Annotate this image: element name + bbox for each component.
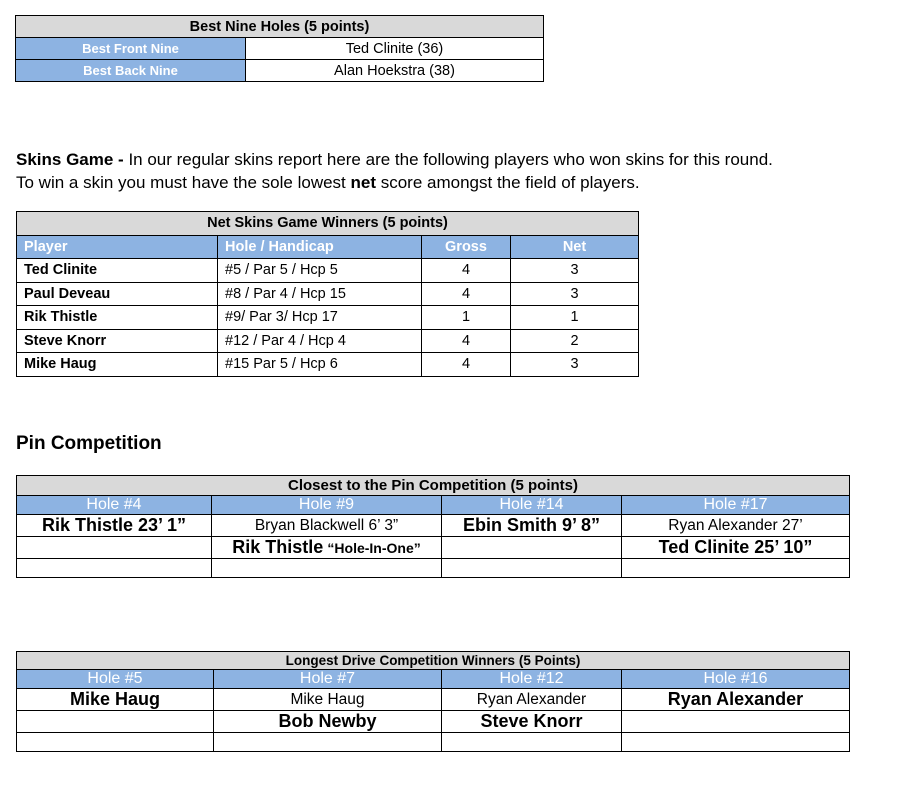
gross-score: 1 <box>422 306 511 330</box>
empty-cell <box>17 733 214 752</box>
gross-score: 4 <box>422 282 511 306</box>
skins-heading: Skins Game - <box>16 150 124 169</box>
table-row <box>17 559 850 578</box>
best-back-nine-label: Best Back Nine <box>16 60 246 82</box>
gross-score: 4 <box>422 329 511 353</box>
skins-text-1: In our regular skins report here are the following players who won skins for this round. <box>123 150 773 169</box>
drive-winner-hole-16: Ryan Alexander <box>622 689 850 711</box>
skins-table-title: Net Skins Game Winners (5 points) <box>17 212 639 236</box>
column-header-hole-12: Hole #12 <box>442 670 622 689</box>
drive-second-hole-16 <box>622 711 850 733</box>
net-score: 1 <box>511 306 639 330</box>
skins-description <box>16 149 773 194</box>
skins-text-2-bold: net <box>350 172 376 192</box>
drive-second-hole-5 <box>17 711 214 733</box>
column-header-hole-9: Hole #9 <box>212 496 442 515</box>
player-name: Paul Deveau <box>17 282 218 306</box>
longest-drive-table <box>16 651 850 752</box>
hole-handicap: #8 / Par 4 / Hcp 15 <box>218 282 422 306</box>
net-score: 3 <box>511 282 639 306</box>
pin-winner-hole-17: Ryan Alexander 27’ <box>622 515 850 537</box>
empty-cell <box>17 559 212 578</box>
player-name: Mike Haug <box>17 353 218 377</box>
player-name: Rik Thistle <box>17 306 218 330</box>
table-row <box>16 60 544 82</box>
empty-cell <box>442 537 622 559</box>
table-row <box>17 537 850 559</box>
empty-cell <box>622 559 850 578</box>
empty-cell <box>214 733 442 752</box>
empty-cell <box>17 537 212 559</box>
net-score: 2 <box>511 329 639 353</box>
column-header-hole-7: Hole #7 <box>214 670 442 689</box>
best-front-nine-label: Best Front Nine <box>16 38 246 60</box>
drive-second-hole-12: Steve Knorr <box>442 711 622 733</box>
empty-cell <box>622 733 850 752</box>
column-header-net: Net <box>511 235 639 259</box>
best-front-nine-value: Ted Clinite (36) <box>246 38 544 60</box>
column-header-hole-14: Hole #14 <box>442 496 622 515</box>
pin-winner-hole-14: Ebin Smith 9’ 8” <box>442 515 622 537</box>
empty-cell <box>442 733 622 752</box>
column-header-player: Player <box>17 235 218 259</box>
hole-handicap: #5 / Par 5 / Hcp 5 <box>218 259 422 283</box>
net-score: 3 <box>511 259 639 283</box>
table-row <box>16 38 544 60</box>
pin-table-title: Closest to the Pin Competition (5 points) <box>17 476 850 496</box>
gross-score: 4 <box>422 259 511 283</box>
skins-text-2-post: score amongst the field of players. <box>376 172 640 192</box>
pin-second-hole-17: Ted Clinite 25’ 10” <box>622 537 850 559</box>
table-row <box>17 711 850 733</box>
drive-second-hole-7: Bob Newby <box>214 711 442 733</box>
table-row <box>17 282 639 306</box>
table-row <box>17 515 850 537</box>
skins-text-2-pre: To win a skin you must have the sole lowest <box>16 172 351 192</box>
table-row <box>17 306 639 330</box>
player-name: Steve Knorr <box>17 329 218 353</box>
best-nine-title: Best Nine Holes (5 points) <box>16 16 544 38</box>
table-row <box>17 329 639 353</box>
drive-winner-hole-12: Ryan Alexander <box>442 689 622 711</box>
drive-winner-hole-5: Mike Haug <box>17 689 214 711</box>
empty-cell <box>212 559 442 578</box>
best-back-nine-value: Alan Hoekstra (38) <box>246 60 544 82</box>
column-header-hole-16: Hole #16 <box>622 670 850 689</box>
player-name: Ted Clinite <box>17 259 218 283</box>
net-skins-table <box>16 211 639 377</box>
pin-winner-hole-4: Rik Thistle 23’ 1” <box>17 515 212 537</box>
column-header-hole-handicap: Hole / Handicap <box>218 235 422 259</box>
hole-handicap: #12 / Par 4 / Hcp 4 <box>218 329 422 353</box>
closest-to-pin-table <box>16 475 850 578</box>
column-header-gross: Gross <box>422 235 511 259</box>
drive-table-title: Longest Drive Competition Winners (5 Points) <box>17 652 850 670</box>
column-header-hole-5: Hole #5 <box>17 670 214 689</box>
empty-cell <box>442 559 622 578</box>
net-score: 3 <box>511 353 639 377</box>
column-header-hole-17: Hole #17 <box>622 496 850 515</box>
drive-winner-hole-7: Mike Haug <box>214 689 442 711</box>
column-header-hole-4: Hole #4 <box>17 496 212 515</box>
hole-in-one-note: “Hole-In-One” <box>327 540 421 556</box>
pin-competition-heading: Pin Competition <box>16 433 162 454</box>
table-row <box>17 353 639 377</box>
hole-in-one-name: Rik Thistle <box>232 537 324 557</box>
pin-winner-hole-9: Bryan Blackwell 6’ 3” <box>212 515 442 537</box>
best-nine-table <box>15 15 544 82</box>
pin-second-hole-9 <box>212 537 442 559</box>
hole-handicap: #9/ Par 3/ Hcp 17 <box>218 306 422 330</box>
table-row <box>17 733 850 752</box>
gross-score: 4 <box>422 353 511 377</box>
hole-handicap: #15 Par 5 / Hcp 6 <box>218 353 422 377</box>
table-row <box>17 259 639 283</box>
table-row <box>17 689 850 711</box>
